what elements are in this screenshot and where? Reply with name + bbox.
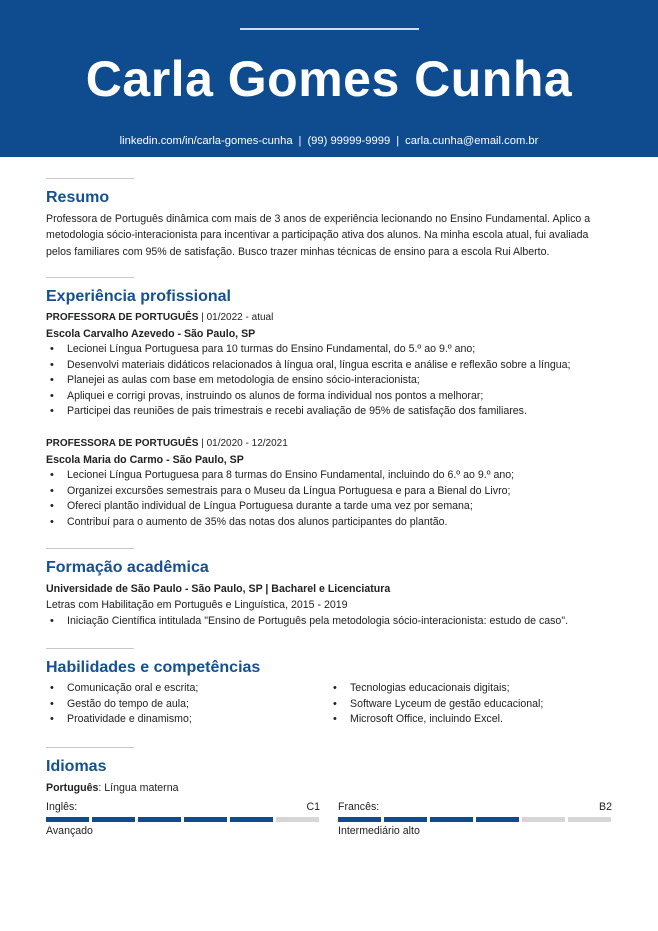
summary-title: Resumo	[46, 189, 110, 206]
level-segment-filled	[430, 817, 473, 822]
section-divider	[46, 548, 134, 549]
education-institution: Universidade de São Paulo - São Paulo, SP | Bacharel e Licenciatura	[46, 583, 391, 595]
language-code: B2	[599, 801, 612, 814]
list-item: • Gestão do tempo de aula;	[46, 697, 329, 713]
list-item: • Lecionei Língua Portuguesa para 8 turmas do Ensino Fundamental, incluindo do 6.º ao 9.º ano;	[46, 468, 612, 484]
job-period: | 01/2022 - atual	[201, 312, 274, 323]
list-item: • Comunicação oral e escrita;	[46, 681, 329, 697]
list-item: • Desenvolvi materiais didáticos relacionados à língua oral, língua escrita e análise e reflexão sobre a língua;	[46, 358, 612, 374]
skills-left-list	[46, 681, 329, 728]
job-entry	[46, 310, 612, 420]
level-segment-empty	[522, 817, 565, 822]
language-level-bar	[46, 817, 320, 822]
phone-number: (99) 99999-9999	[307, 135, 391, 147]
email-link[interactable]: carla.cunha@email.com.br	[405, 135, 539, 147]
job-bullets	[46, 468, 612, 530]
native-language-level: : Língua materna	[98, 782, 179, 794]
list-item: • Planejei as aulas com base em metodologia de ensino sócio-interacionista;	[46, 373, 612, 389]
level-segment-filled	[476, 817, 519, 822]
language-name: Francês:	[338, 801, 380, 814]
level-segment-filled	[184, 817, 227, 822]
list-item: • Contribuí para o aumento de 35% das notas dos alunos participantes do plantão.	[46, 515, 612, 531]
job-bullets	[46, 342, 612, 420]
level-segment-filled	[384, 817, 427, 822]
education-section	[46, 548, 612, 629]
linkedin-link[interactable]: linkedin.com/in/carla-gomes-cunha	[119, 135, 293, 147]
level-segment-filled	[230, 817, 273, 822]
skills-columns	[46, 681, 612, 728]
native-language-name: Português	[46, 782, 99, 794]
contact-separator: |	[298, 135, 302, 147]
candidate-name: Carla Gomes Cunha	[85, 51, 573, 107]
level-segment-filled	[46, 817, 89, 822]
language-item	[338, 800, 612, 838]
level-segment-filled	[338, 817, 381, 822]
job-company: Escola Carvalho Azevedo - São Paulo, SP	[46, 327, 256, 340]
language-item	[46, 800, 320, 838]
language-level: Intermediário alto	[338, 825, 420, 838]
section-divider	[46, 747, 134, 748]
job-period: | 01/2020 - 12/2021	[201, 437, 288, 449]
language-level-bar	[338, 817, 612, 822]
native-language	[46, 780, 612, 796]
experience-title: Experiência profissional	[46, 288, 231, 305]
list-item: • Iniciação Científica intitulada "Ensino de Português pela metodologia sócio-interacionista: estudo de caso".	[46, 614, 612, 630]
language-code: C1	[306, 801, 320, 814]
resume-header	[0, 0, 658, 157]
job-role: PROFESSORA DE PORTUGUÊS	[46, 312, 199, 323]
contact-line	[0, 133, 658, 149]
language-name: Inglês:	[46, 801, 78, 814]
list-item: • Participei das reuniões de pais trimestrais e recebi avaliação de 95% de satisfação dos familiares.	[46, 404, 612, 420]
education-course: Letras com Habilitação em Português e Linguística, 2015 - 2019	[46, 599, 348, 612]
job-entry	[46, 436, 612, 530]
level-segment-empty	[568, 817, 611, 822]
experience-section	[46, 277, 612, 530]
list-item: • Ofereci plantão individual de Língua Portuguesa durante a tarde uma vez por semana;	[46, 499, 612, 515]
language-list	[46, 800, 612, 838]
section-divider	[46, 178, 134, 179]
language-header	[338, 800, 612, 814]
job-title-line	[46, 436, 612, 452]
skills-title: Habilidades e competências	[46, 659, 261, 676]
skills-section	[46, 648, 612, 728]
language-level: Avançado	[46, 825, 93, 838]
languages-section	[46, 747, 612, 838]
languages-title: Idiomas	[46, 758, 107, 775]
job-company: Escola Maria do Carmo - São Paulo, SP	[46, 453, 244, 466]
contact-separator: |	[396, 135, 400, 147]
education-bullets	[46, 614, 612, 630]
list-item: • Organizei excursões semestrais para o Museu da Língua Portuguesa e para a Bienal do Livro;	[46, 484, 612, 500]
header-decorative-line	[240, 28, 419, 30]
list-item: • Lecionei Língua Portuguesa para 10 turmas do Ensino Fundamental, do 5.º ao 9.º ano;	[46, 342, 612, 358]
summary-section	[46, 178, 612, 260]
job-title-line	[46, 310, 612, 326]
list-item: • Software Lyceum de gestão educacional;	[329, 697, 612, 713]
language-header	[46, 800, 320, 814]
list-item: • Proatividade e dinamismo;	[46, 712, 329, 728]
job-role: PROFESSORA DE PORTUGUÊS	[46, 437, 199, 449]
list-item: • Apliquei e corrigi provas, instruindo os alunos de forma individual nos pontos a melhorar;	[46, 389, 612, 405]
section-divider	[46, 277, 134, 278]
skills-right-list	[329, 681, 612, 728]
section-divider	[46, 648, 134, 649]
level-segment-filled	[138, 817, 181, 822]
summary-text: Professora de Português dinâmica com mais de 3 anos de experiência lecionando no Ensino Fundamental. Aplico a metodologia sócio-interacionista para incentivar a participação ativa dos alunos. Na minha escola atual, fui avaliada pelos familiares com 95% de satisfação. Busco trazer minhas técnicas de ensino para a escola Rui Alberto.	[46, 213, 591, 258]
level-segment-filled	[92, 817, 135, 822]
level-segment-empty	[276, 817, 319, 822]
list-item: • Microsoft Office, incluindo Excel.	[329, 712, 612, 728]
education-title: Formação acadêmica	[46, 559, 209, 576]
list-item: • Tecnologias educacionais digitais;	[329, 681, 612, 697]
